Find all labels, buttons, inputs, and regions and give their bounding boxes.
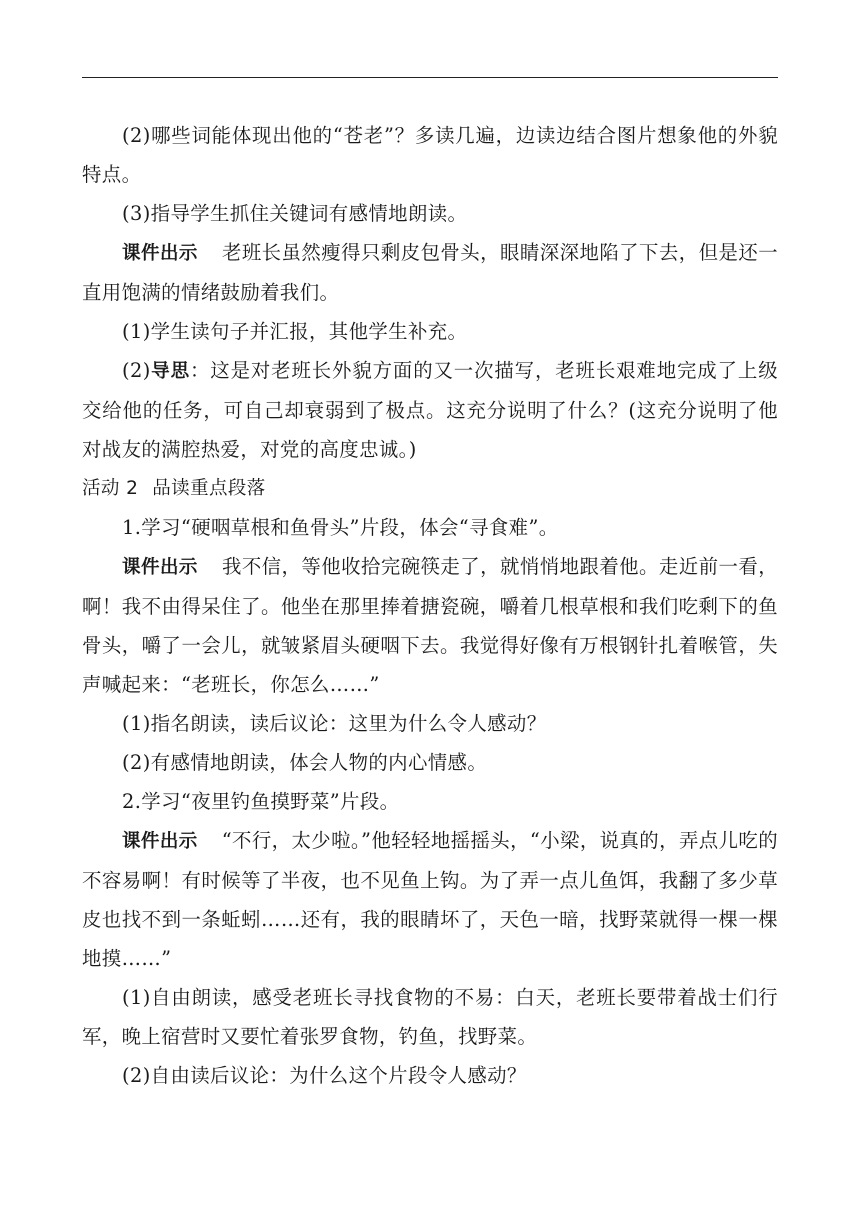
guide-label: 导思 [150, 361, 190, 382]
courseware-paragraph [82, 233, 778, 312]
activity-heading [82, 469, 778, 508]
courseware-text: “不行，太少啦。”他轻轻地摇摇头，“小梁，说真的，弄点儿吃的不容易啊！有时候等了半夜，也不见鱼上钩。为了弄一点儿鱼饵，我翻了多少草皮也找不到一条蚯蚓……还有，我的眼睛坏了，天色一暗，找野菜就得一棵一棵地摸……” [82, 829, 778, 970]
paragraph: (2)自由读后议论：为什么这个片段令人感动？ [122, 1064, 527, 1087]
paragraph: (2)哪些词能体现出他的“苍老”？多读几遍，边读边结合图片想象他的外貌特点。 [82, 124, 778, 186]
paragraph: (1)自由朗读，感受老班长寻找食物的不易：白天，老班长要带着战士们行军，晚上宿营时又要忙着张罗食物，钓鱼，找野菜。 [82, 986, 778, 1048]
courseware-text: 老班长虽然瘦得只剩皮包骨头，眼睛深深地陷了下去，但是还一直用饱满的情绪鼓励着我们。 [82, 241, 778, 304]
activity-number: 活动 2 [82, 478, 139, 499]
courseware-paragraph [82, 821, 778, 978]
item-number: (2) [122, 359, 151, 382]
section-heading: 1.学习“硬咽草根和鱼骨头”片段，体会“寻食难”。 [122, 516, 559, 539]
document-body [82, 116, 778, 1095]
paragraph-text: ：这是对老班长外貌方面的又一次描写，老班长艰难地完成了上级交给他的任务，可自己却衰弱到了极点。这充分说明了什么？(这充分说明了他对战友的满腔热爱，对党的高度忠诚。) [82, 359, 778, 461]
paragraph: (3)指导学生抓住关键词有感情地朗读。 [122, 202, 468, 225]
courseware-text: 我不信，等他收拾完碗筷走了，就悄悄地跟着他。走近前一看，啊！我不由得呆住了。他坐在那里捧着搪瓷碗，嚼着几根草根和我们吃剩下的鱼骨头，嚼了一会儿，就皱紧眉头硬咽下去。我觉得好像有万根钢针扎着喉管，失声喊起来：“老班长，你怎么……” [82, 555, 778, 696]
courseware-label: 课件出示 [122, 243, 198, 264]
section-heading: 2.学习“夜里钓鱼摸野菜”片段。 [122, 790, 400, 813]
courseware-label: 课件出示 [122, 831, 198, 852]
paragraph: (1)学生读句子并汇报，其他学生补充。 [122, 320, 468, 343]
activity-title: 品读重点段落 [152, 478, 266, 499]
courseware-label: 课件出示 [122, 557, 198, 578]
courseware-paragraph [82, 547, 778, 704]
paragraph: (2)有感情地朗读，体会人物的内心情感。 [122, 751, 488, 774]
paragraph: (1)指名朗读，读后议论：这里为什么令人感动？ [122, 712, 547, 735]
paragraph [82, 351, 778, 469]
header-rule [82, 77, 778, 78]
